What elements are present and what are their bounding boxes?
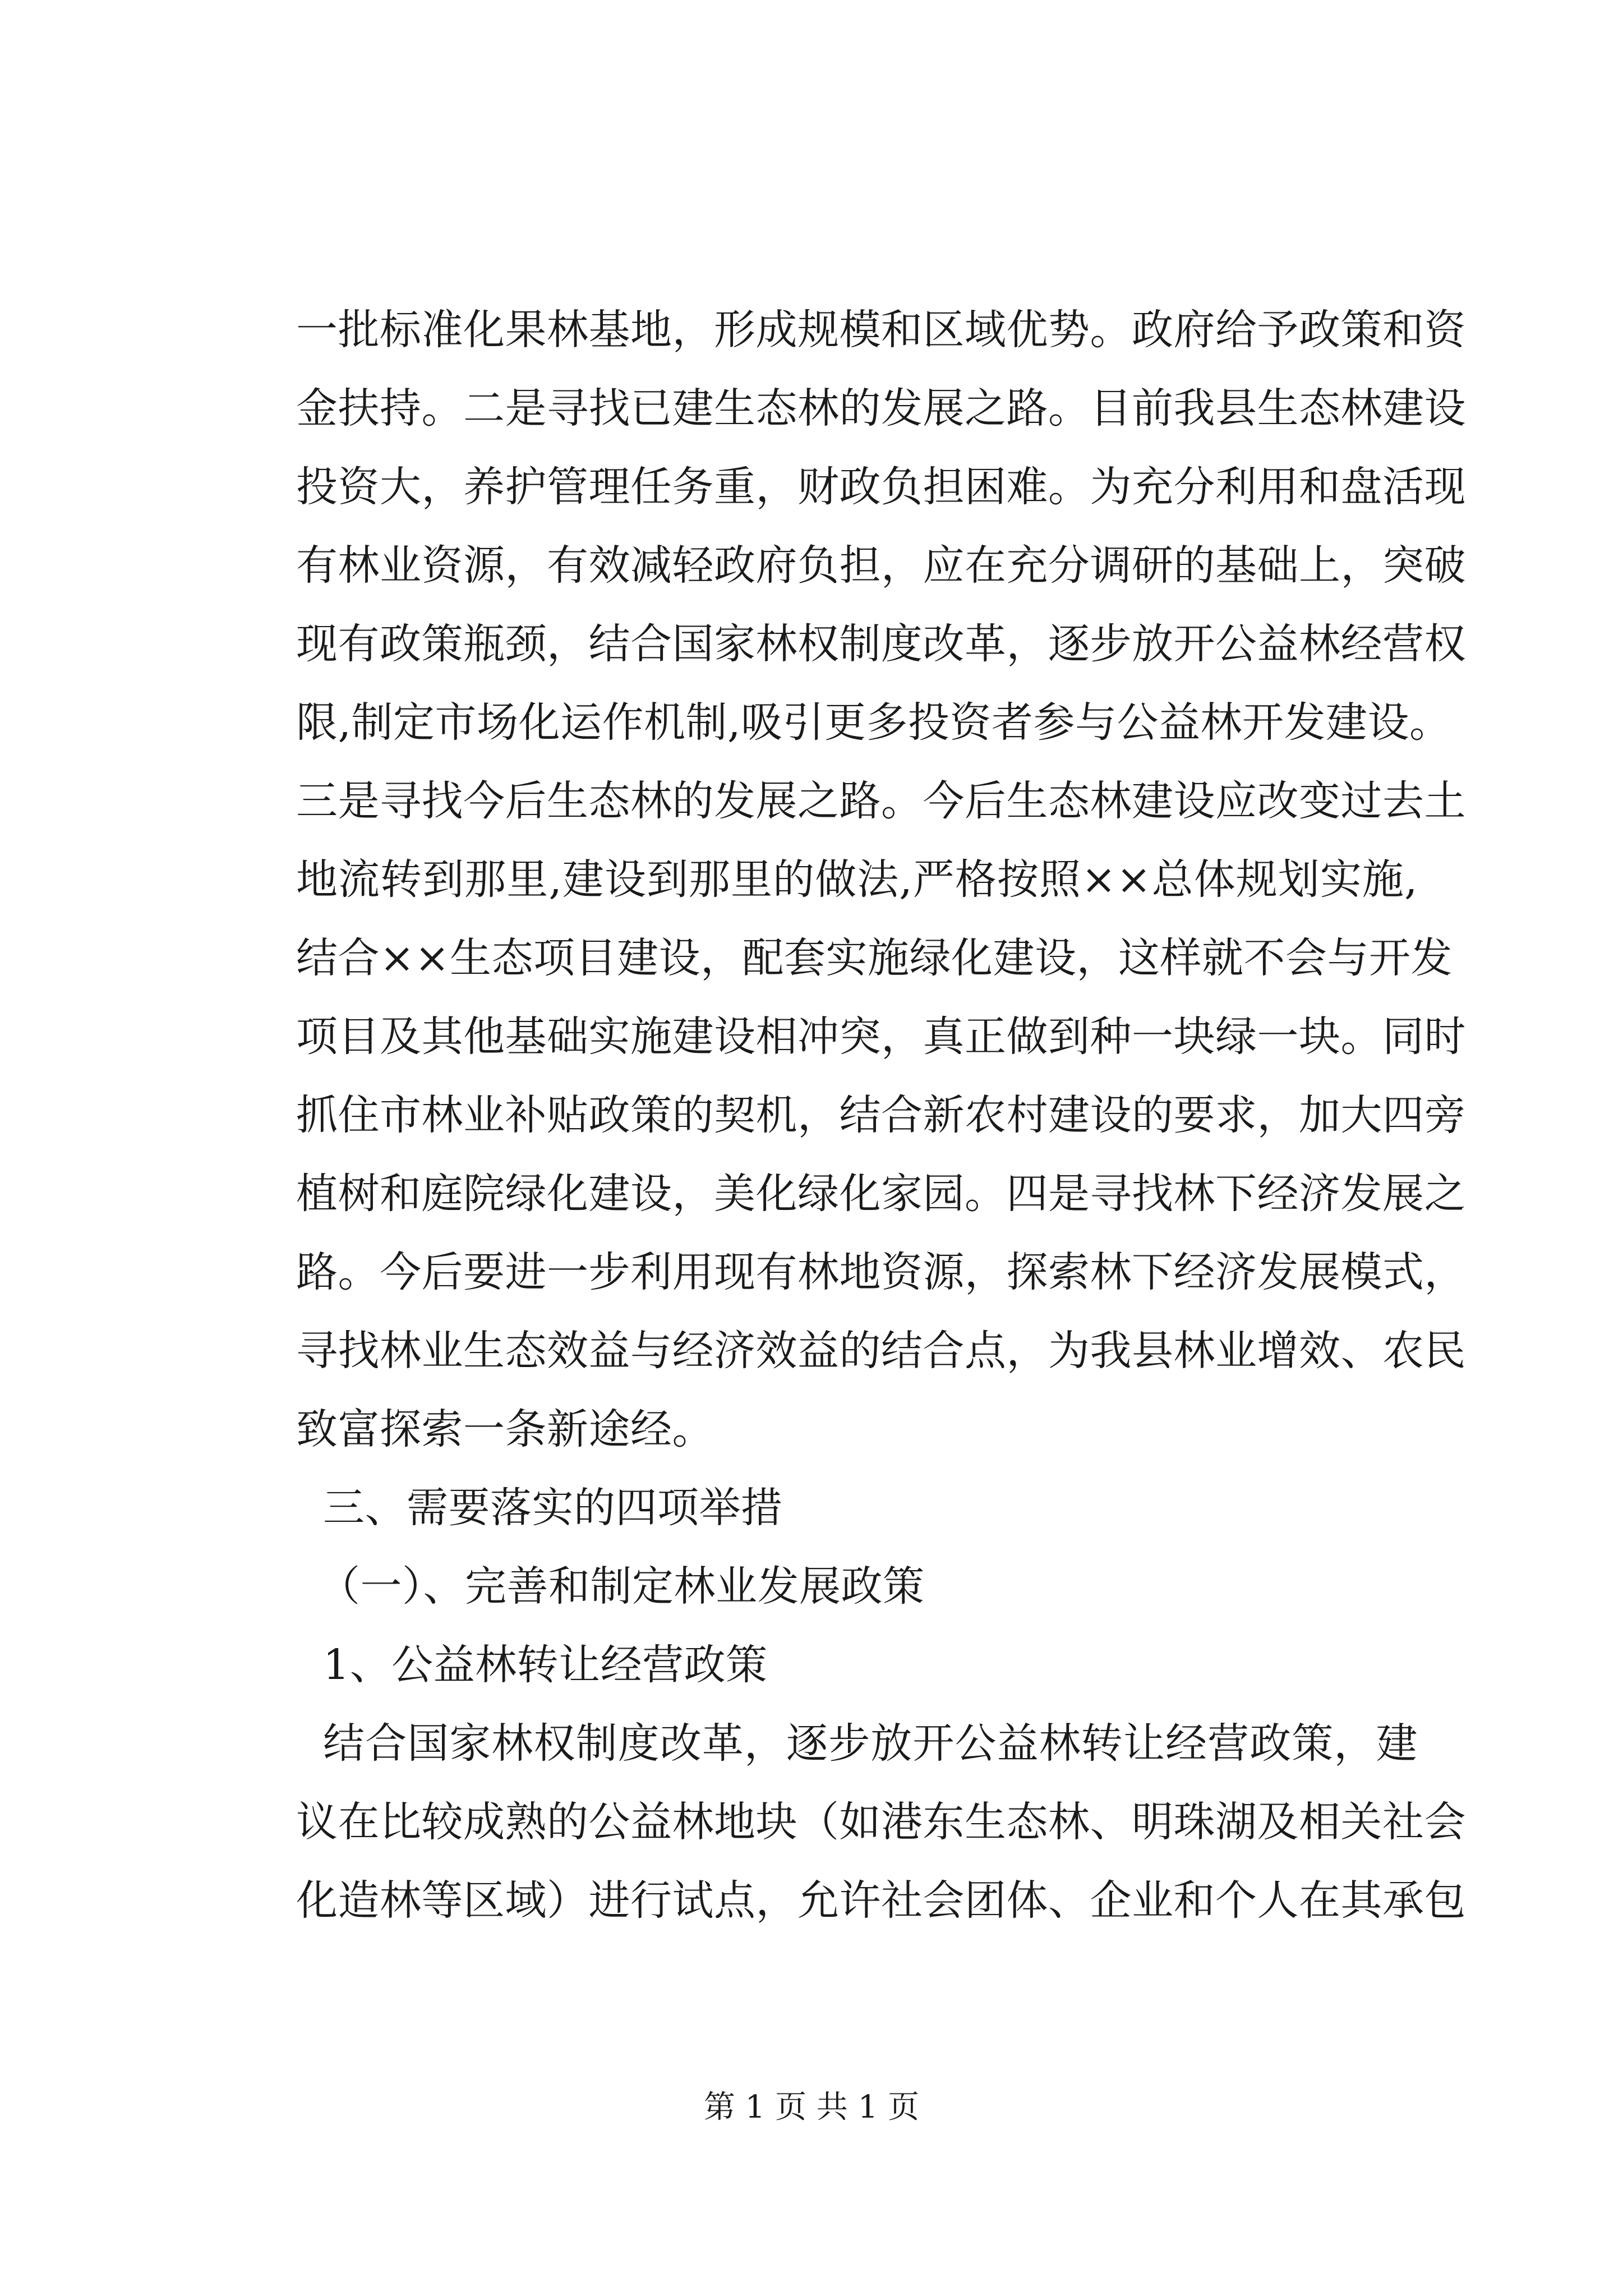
text-line: 有林业资源，有效减轻政府负担，应在充分调研的基础上，突破 [296, 541, 1466, 590]
text-line: 三是寻找今后生态林的发展之路。今后生态林建设应改变过去土 [296, 777, 1466, 825]
text-line: 限,制定市场化运作机制,吸引更多投资者参与公益林开发建设。 [296, 698, 1451, 747]
text-line: 结合××生态项目建设，配套实施绿化建设，这样就不会与开发 [296, 934, 1453, 982]
text-line: 抓住市林业补贴政策的契机，结合新农村建设的要求，加大四旁 [296, 1091, 1466, 1139]
text-line: 项目及其他基础实施建设相冲突，真正做到种一块绿一块。同时 [296, 1013, 1466, 1061]
text-line: 地流转到那里,建设到那里的做法,严格按照××总体规划实施, [296, 855, 1418, 904]
page-footer: 第 1 页 共 1 页 [703, 2089, 920, 2125]
text-line: 金扶持。二是寻找已建生态林的发展之路。目前我县生态林建设 [296, 384, 1466, 432]
text-line: 现有政策瓶颈，结合国家林权制度改革，逐步放开公益林经营权 [296, 620, 1466, 668]
text-line: 植树和庭院绿化建设，美化绿化家园。四是寻找林下经济发展之 [296, 1170, 1466, 1218]
text-line: 致富探索一条新途经。 [296, 1405, 714, 1453]
text-line: 路。今后要进一步利用现有林地资源，探索林下经济发展模式， [296, 1248, 1466, 1296]
item-heading: 1、公益林转让经营政策 [323, 1641, 768, 1689]
text-line: 寻找林业生态效益与经济效益的结合点，为我县林业增效、农民 [296, 1327, 1466, 1375]
text-line: 化造林等区域）进行试点，允许社会团体、企业和个人在其承包 [296, 1876, 1466, 1925]
section-heading: 三、需要落实的四项举措 [323, 1484, 783, 1532]
subsection-heading: （一）、完善和制定林业发展政策 [319, 1562, 925, 1611]
text-line: 一批标准化果林基地，形成规模和区域优势。政府给予政策和资 [296, 306, 1466, 354]
document-body [296, 291, 1466, 1940]
text-line: 结合国家林权制度改革，逐步放开公益林转让经营政策，建 [323, 1719, 1418, 1768]
text-line: 投资大，养护管理任务重，财政负担困难。为充分利用和盘活现 [296, 463, 1466, 511]
text-line: 议在比较成熟的公益林地块（如港东生态林、明珠湖及相关社会 [296, 1798, 1466, 1846]
